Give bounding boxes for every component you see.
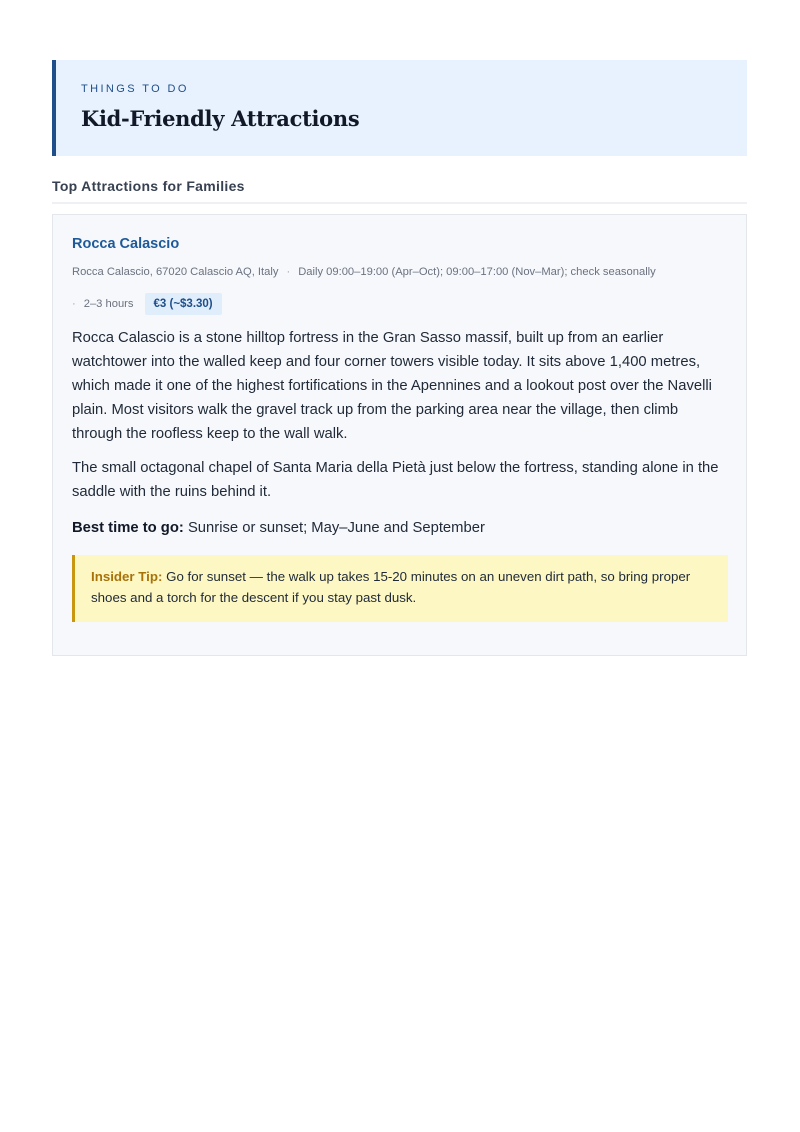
price-badge: €3 (~$3.30) (145, 293, 222, 315)
insider-tip-box (72, 555, 728, 622)
section-divider (52, 202, 747, 204)
insider-tip-label: Insider Tip: (91, 569, 163, 584)
attraction-hours: Daily 09:00–19:00 (Apr–Oct); 09:00–17:00 (Nov–Mar); check seasonally (298, 266, 656, 278)
attraction-description: Rocca Calascio is a stone hilltop fortress in the Gran Sasso massif, built up from an earlier watchtower into the walled keep and four corner towers visible today. It sits above 1,400 metres, which made it one of the highest fortifications in the Apennines and a lookout post over the Navelli plain. Most visitors walk the gravel track up from the parking area near the village, then climb through the roofless keep to the wall walk. (72, 330, 712, 442)
section-heading: Top Attractions for Families (52, 178, 245, 194)
attraction-meta-secondary (72, 291, 222, 317)
page-title: Kid-Friendly Attractions (81, 106, 360, 131)
attraction-description: The small octagonal chapel of Santa Maria della Pietà just below the fortress, standing alone in the saddle with the ruins behind it. (72, 460, 719, 500)
insider-tip (91, 566, 711, 608)
attraction-meta (72, 266, 656, 278)
section-eyebrow: THINGS TO DO (81, 83, 189, 95)
attraction-address: Rocca Calascio, 67020 Calascio AQ, Italy (72, 266, 279, 278)
attraction-card (52, 214, 747, 656)
insider-tip-text: Go for sunset — the walk up takes 15-20 minutes on an uneven dirt path, so bring proper shoes and a torch for the descent if you stay past dusk. (91, 569, 691, 605)
meta-separator: · (286, 266, 291, 278)
best-time (72, 516, 485, 540)
best-time-value: Sunrise or sunset; May–June and September (187, 520, 485, 536)
attraction-title-link[interactable]: Rocca Calascio (72, 236, 180, 252)
attraction-duration: 2–3 hours (83, 298, 134, 310)
page-header (52, 60, 747, 156)
best-time-label: Best time to go: (72, 520, 184, 536)
meta-separator: · (72, 298, 76, 310)
